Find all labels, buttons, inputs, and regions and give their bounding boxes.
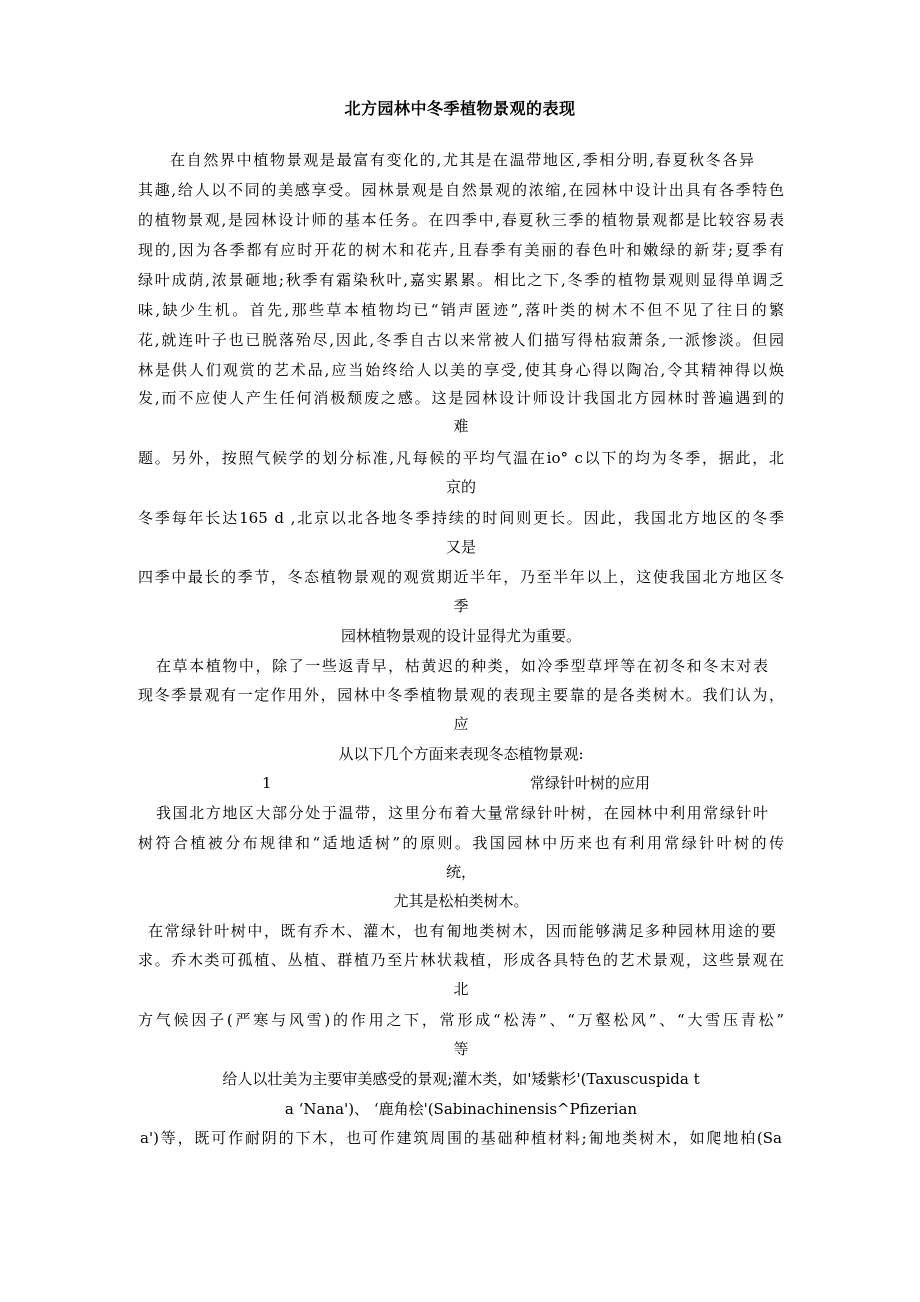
paragraph-line: 季	[453, 597, 469, 615]
paragraph-line: 绿叶成荫,浓景砸地;秋季有霜染秋叶,嘉实累累。相比之下,冬季的植物景观则显得单调乏	[138, 271, 784, 289]
paragraph-line: 林是供人们观赏的艺术品,应当始终给人以美的享受,使其身心得以陶冶,令其精神得以焕	[138, 361, 784, 379]
paragraph-line: 难	[453, 417, 469, 435]
paragraph-line: 现的,因为各季都有应时开花的树木和花卉,且春季有美丽的春色叶和嫩绿的新芽;夏季有	[138, 241, 784, 259]
paragraph-line: 题。另外，按照气候学的划分标准,凡每候的平均气温在io° c以下的均为冬季，据此，北	[138, 449, 784, 467]
paragraph-line: 在自然界中植物景观是最富有变化的,尤其是在温带地区,季相分明,春夏秋冬各异	[170, 151, 754, 169]
section-heading: 常绿针叶树的应用	[530, 774, 651, 792]
paragraph-line: 我国北方地区大部分处于温带，这里分布着大量常绿针叶树，在园林中利用常绿针叶	[156, 804, 768, 822]
section-number: 1	[262, 774, 272, 792]
paragraph-line: 从以下几个方面来表现冬态植物景观:	[338, 745, 584, 763]
paragraph-line: 等	[453, 1040, 469, 1058]
paragraph-line: 在常绿针叶树中，既有乔木、灌木，也有匍地类树木，因而能够满足多种园林用途的要	[148, 922, 776, 940]
paragraph-line: a ‘Nana')、 ‘鹿角桧'(Sabinachinensis^Pfizerian	[284, 1100, 638, 1118]
paragraph-line: 京的	[445, 478, 476, 496]
paragraph-line: 四季中最长的季节，冬态植物景观的观赏期近半年，乃至半年以上，这使我国北方地区冬	[138, 568, 784, 586]
paragraph-line: 发,而不应使人产生任何消极颓废之感。这是园林设计师设计我国北方园林时普遍遇到的	[138, 389, 784, 407]
document-title: 北方园林中冬季植物景观的表现	[344, 99, 576, 118]
paragraph-line: 园林植物景观的设计显得尤为重要。	[340, 627, 581, 645]
paragraph-line: 尤其是松柏类树木。	[393, 892, 529, 910]
paragraph-line: 现冬季景观有一定作用外，园林中冬季植物景观的表现主要靠的是各类树木。我们认为，	[138, 686, 784, 704]
paragraph-line: 的植物景观,是园林设计师的基本任务。在四季中,春夏秋三季的植物景观都是比较容易表	[138, 211, 784, 229]
paragraph-line: 味,缺少生机。首先,那些草本植物均已“销声匿迹”,落叶类的树木不但不见了往日的繁	[138, 301, 784, 319]
paragraph-line: 北	[453, 980, 469, 998]
paragraph-line: 统，	[445, 863, 476, 881]
paragraph-line: 其趣,给人以不同的美感享受。园林景观是自然景观的浓缩,在园林中设计出具有各季特色	[138, 181, 784, 199]
paragraph-line: 在草本植物中，除了一些返青早，枯黄迟的种类，如冷季型草坪等在初冬和冬末对表	[156, 657, 768, 675]
paragraph-line: 又是	[445, 538, 476, 556]
paragraph-line: 给人以壮美为主要审美感受的景观;灌木类，如'矮紫杉'(Taxuscuspida t	[222, 1070, 700, 1088]
paragraph-line: a')等，既可作耐阴的下木，也可作建筑周围的基础种植材料;匍地类树木，如爬地柏(Sa	[140, 1129, 782, 1147]
paragraph-line: 树符合植被分布规律和“适地适树”的原则。我国园林中历来也有利用常绿针叶树的传	[138, 834, 784, 852]
paragraph-line: 应	[453, 715, 469, 733]
paragraph-line: 方气候因子(严寒与风雪)的作用之下，常形成“松涛”、“万壑松风”、“大雪压青松”	[138, 1011, 784, 1029]
paragraph-line: 冬季每年长达165 d ,北京以北各地冬季持续的时间则更长。因此，我国北方地区的冬季	[138, 509, 784, 527]
paragraph-line: 花,就连叶子也已脱落殆尽,因此,冬季自古以来常被人们描写得枯寂萧条,一派惨淡。但园	[138, 331, 784, 349]
paragraph-line: 求。乔木类可孤植、丛植、群植乃至片林状栽植，形成各具特色的艺术景观，这些景观在	[138, 951, 784, 969]
